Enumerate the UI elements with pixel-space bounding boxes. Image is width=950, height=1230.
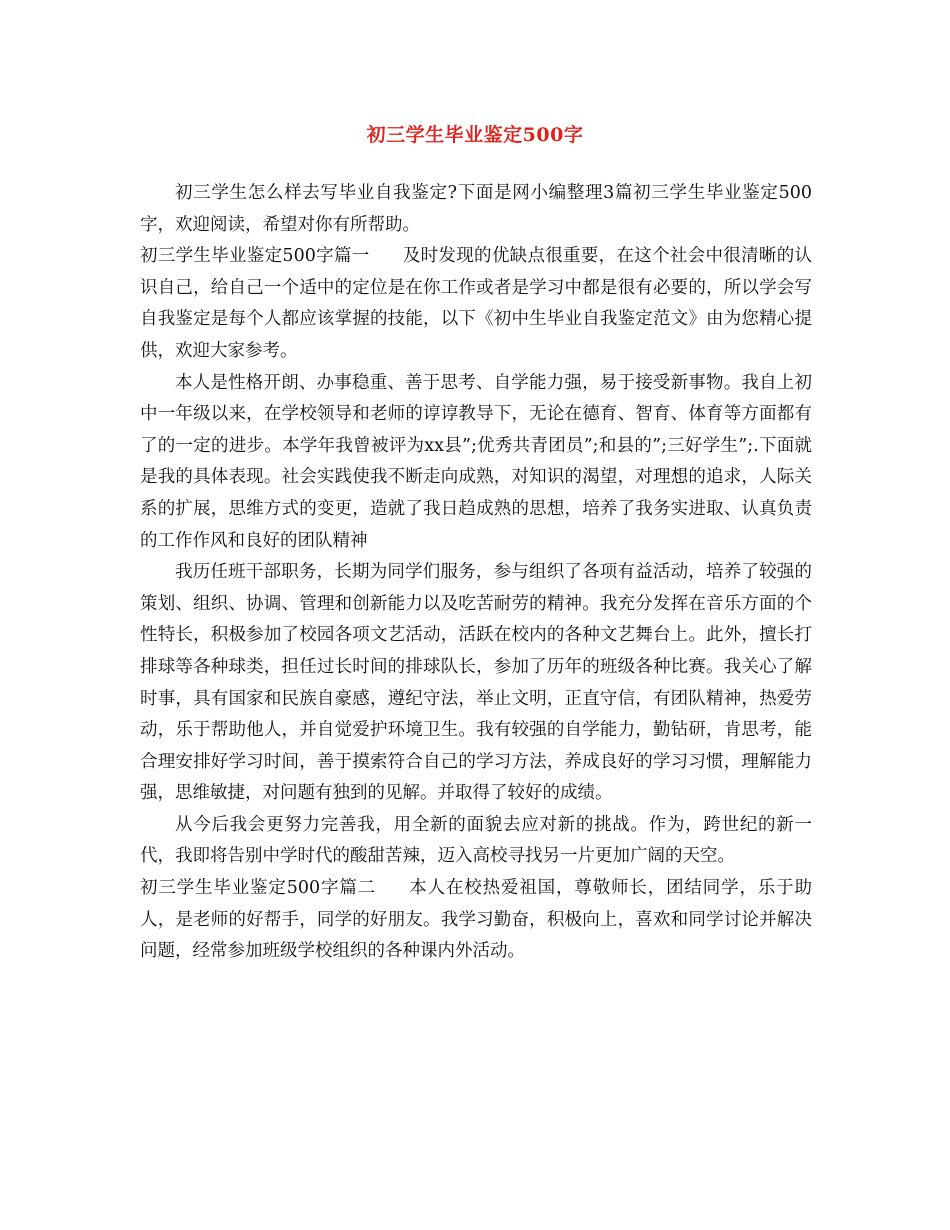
section-two-paragraph	[140, 873, 812, 968]
body-paragraph-2: 本人是性格开朗、办事稳重、善于思考、自学能力强，易于接受新事物。我自上初中一年级以来，在学校领导和老师的谆谆教导下，无论在德育、智育、体育等方面都有了的一定的进步。本学年我曾被评为xx县”;优秀共青团员”;和县的”;三好学生”;.下面就是我的具体表现。社会实践使我不断走向成熟，对知识的渴望，对理想的追求，人际关系的扩展，思维方式的变更，造就了我日趋成熟的思想，培养了我务实进取、认真负责的工作作风和良好的团队精神	[140, 372, 812, 551]
section-two-text: 本人在校热爱祖国，尊敬师长，团结同学，乐于助人，是老师的好帮手，同学的好朋友。我学习勤奋，积极向上，喜欢和同学讨论并解决问题，经常参加班级学校组织的各种课内外活动。	[140, 878, 812, 962]
body-paragraph-4: 从今后我会更努力完善我，用全新的面貌去应对新的挑战。作为，跨世纪的新一代，我即将告别中学时代的酸甜苦辣，迈入高校寻找另一片更加广阔的天空。	[140, 814, 812, 867]
document-body	[140, 178, 812, 968]
intro-paragraph: 初三学生怎么样去写毕业自我鉴定?下面是网小编整理3篇初三学生毕业鉴定500字，欢迎阅读，希望对你有所帮助。	[140, 183, 812, 235]
section-one-text: 及时发现的优缺点很重要，在这个社会中很清晰的认识自己，给自己一个适中的定位是在你工作或者是学习中都是很有必要的，所以学会写自我鉴定是每个人都应该掌握的技能，以下《初中生毕业自我鉴定范文》由为您精心提供，欢迎大家参考。	[140, 246, 813, 361]
page-title: 初三学生毕业鉴定500字	[366, 124, 584, 146]
section-one-paragraph	[140, 241, 812, 367]
section-two-label: 初三学生毕业鉴定500字篇二	[140, 878, 377, 899]
section-one-label: 初三学生毕业鉴定500字篇一	[140, 246, 370, 267]
body-paragraph-3: 我历任班干部职务，长期为同学们服务，参与组织了各项有益活动，培养了较强的策划、组织、协调、管理和创新能力以及吃苦耐劳的精神。我充分发挥在音乐方面的个性特长，积极参加了校园各项文艺活动，活跃在校内的各种文艺舞台上。此外，擅长打排球等各种球类，担任过长时间的排球队长，参加了历年的班级各种比赛。我关心了解时事，具有国家和民族自豪感，遵纪守法，举止文明，正直守信，有团队精神，热爱劳动，乐于帮助他人，并自觉爱护环境卫生。我有较强的自学能力，勤钻研，肯思考，能合理安排好学习时间，善于摸索符合自己的学习方法，养成良好的学习习惯，理解能力强，思维敏捷，对问题有独到的见解。并取得了较好的成绩。	[140, 562, 812, 804]
